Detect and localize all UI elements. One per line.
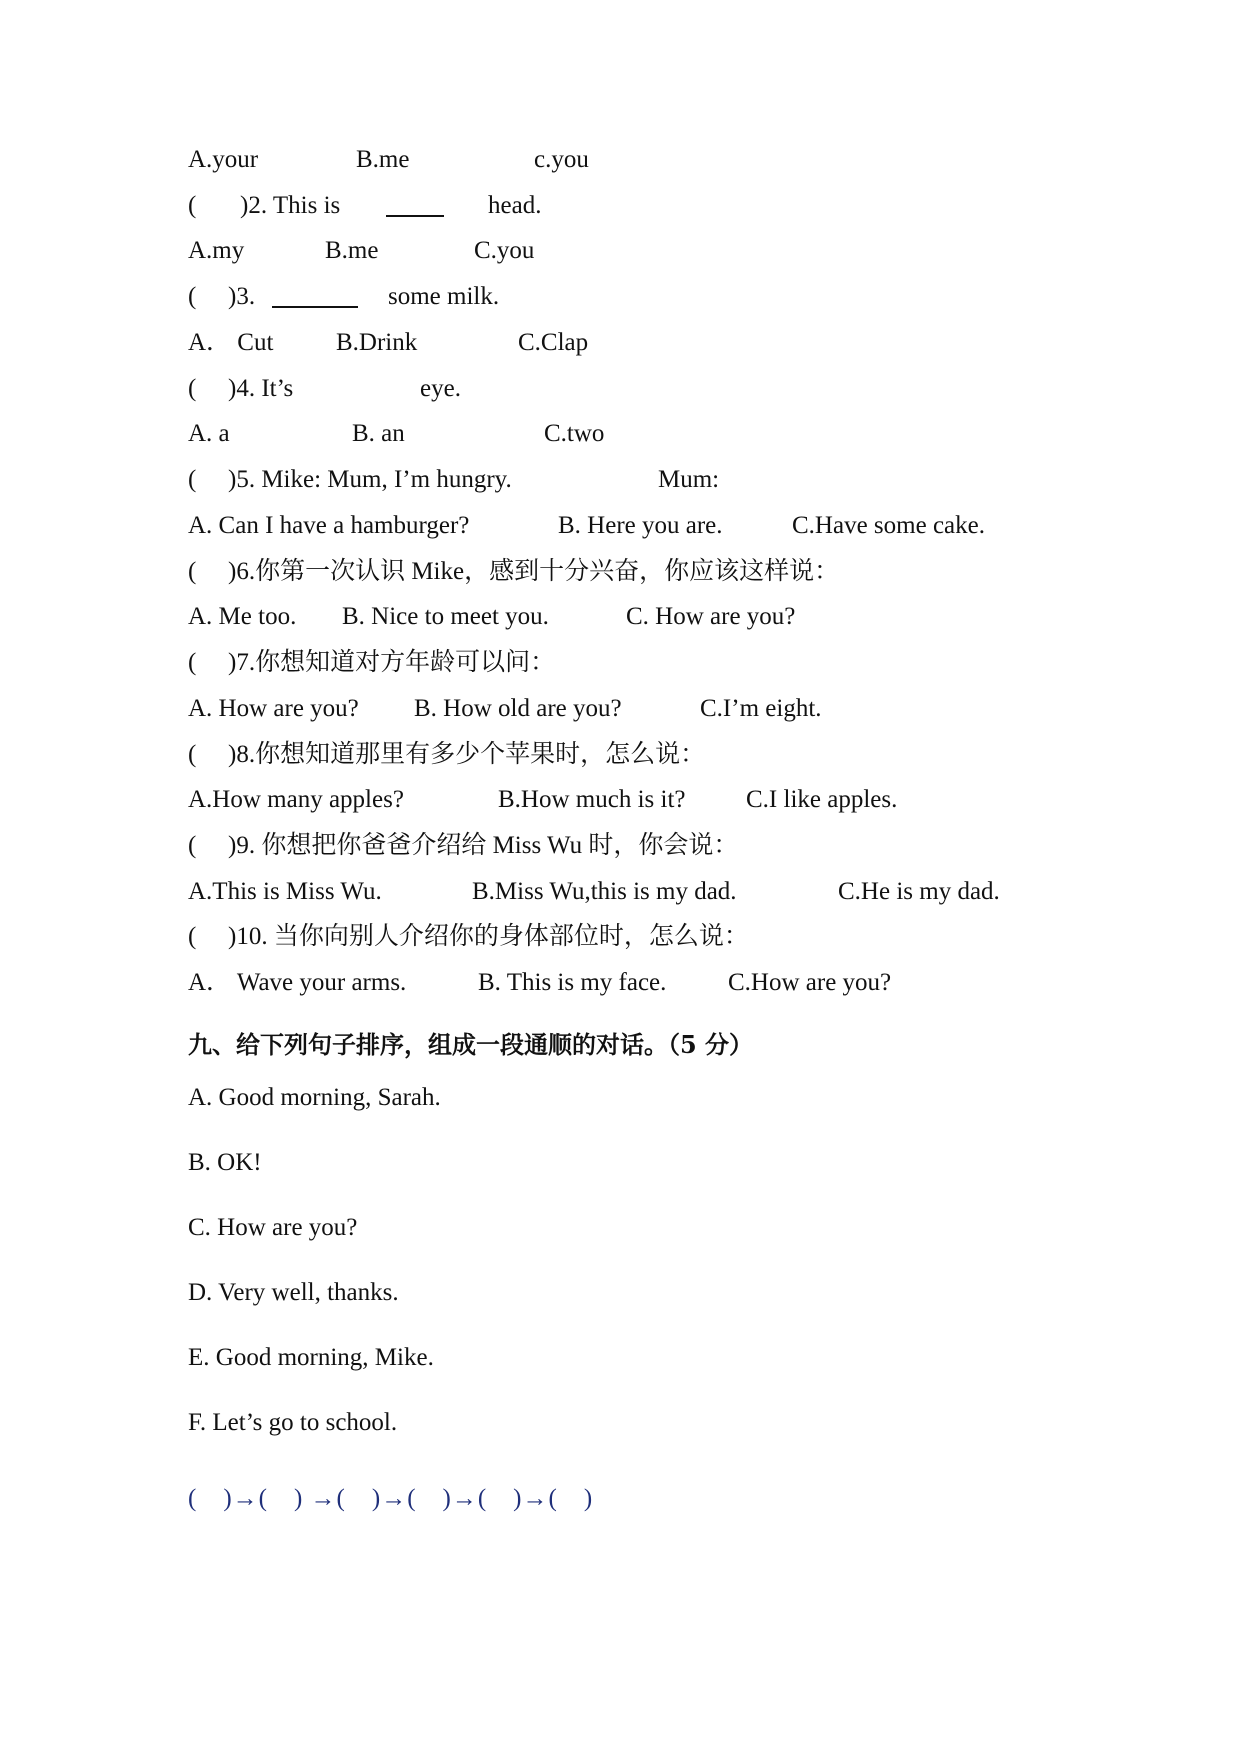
option-b: B.How much is it?	[498, 786, 686, 813]
answer-paren: (	[188, 558, 197, 585]
sentence-text: B. OK!	[188, 1149, 262, 1176]
answer-paren: (	[188, 741, 197, 768]
option-a: A. How are you?	[188, 695, 359, 722]
option-c: C.How are you?	[728, 969, 892, 996]
option-a: A. a	[188, 420, 230, 447]
option-b: B.me	[325, 237, 379, 264]
option-a: A.How many apples?	[188, 786, 404, 813]
question-text: )8.你想知道那里有多少个苹果时，怎么说：	[228, 741, 706, 768]
section-heading-text: 九、给下列句子排序，组成一段通顺的对话。（5 分）	[188, 1030, 754, 1059]
option-c: C.He is my dad.	[838, 878, 1000, 905]
question-text: )4. It’s	[228, 375, 294, 402]
order-answer-blanks: ( )→( ) →( )→( )→( )→( )	[188, 1485, 594, 1512]
option-c: C.two	[544, 420, 605, 447]
question-tail: Mum:	[658, 466, 720, 493]
question-text: )6.你第一次认识 Mike，感到十分兴奋，你应该这样说：	[228, 558, 840, 585]
option-a: A.your	[188, 146, 259, 173]
answer-paren: (	[188, 923, 197, 950]
fill-blank	[386, 215, 444, 217]
option-b: B. an	[352, 420, 405, 447]
answer-paren: (	[188, 466, 197, 493]
sentence-text: D. Very well, thanks.	[188, 1279, 399, 1306]
option-b: B. Nice to meet you.	[342, 603, 549, 630]
option-a: A． Cut	[188, 329, 274, 356]
option-c: C. How are you?	[626, 603, 796, 630]
sentence-text: F. Let’s go to school.	[188, 1409, 398, 1436]
option-b: B. Here you are.	[558, 512, 723, 539]
option-a: A． Wave your arms.	[188, 969, 407, 996]
answer-paren: (	[188, 375, 197, 402]
question-text: )10. 当你向别人介绍你的身体部位时，怎么说：	[228, 923, 749, 950]
answer-paren: (	[188, 832, 197, 859]
answer-paren: (	[188, 283, 197, 310]
question-text: )9. 你想把你爸爸介绍给 Miss Wu 时，你会说：	[228, 832, 739, 859]
answer-paren: (	[188, 649, 197, 676]
question-text: )7.你想知道对方年龄可以问：	[228, 649, 556, 676]
option-c: C.I like apples.	[746, 786, 898, 813]
question-tail: head.	[488, 192, 542, 219]
option-b: B.Drink	[336, 329, 418, 356]
sentence-text: A. Good morning, Sarah.	[188, 1084, 441, 1111]
option-b: B. This is my face.	[478, 969, 667, 996]
question-text: )3.	[228, 283, 256, 310]
question-tail: eye.	[420, 375, 461, 402]
option-b: B.me	[356, 146, 410, 173]
fill-blank	[272, 306, 358, 308]
option-a: A. Me too.	[188, 603, 297, 630]
sentence-text: C. How are you?	[188, 1214, 358, 1241]
option-c: C.you	[474, 237, 535, 264]
option-a: A.This is Miss Wu.	[188, 878, 382, 905]
question-text: )2. This is	[240, 192, 341, 219]
option-a: A. Can I have a hamburger?	[188, 512, 470, 539]
sentence-text: E. Good morning, Mike.	[188, 1344, 434, 1371]
option-c: C.Have some cake.	[792, 512, 985, 539]
option-b: B. How old are you?	[414, 695, 622, 722]
option-b: B.Miss Wu,this is my dad.	[472, 878, 737, 905]
option-c: C.I’m eight.	[700, 695, 822, 722]
question-tail: some milk.	[388, 283, 500, 310]
answer-paren: (	[188, 192, 197, 219]
option-c: c.you	[534, 146, 589, 173]
option-a: A.my	[188, 237, 245, 264]
option-c: C.Clap	[518, 329, 589, 356]
question-text: )5. Mike: Mum, I’m hungry.	[228, 466, 512, 493]
